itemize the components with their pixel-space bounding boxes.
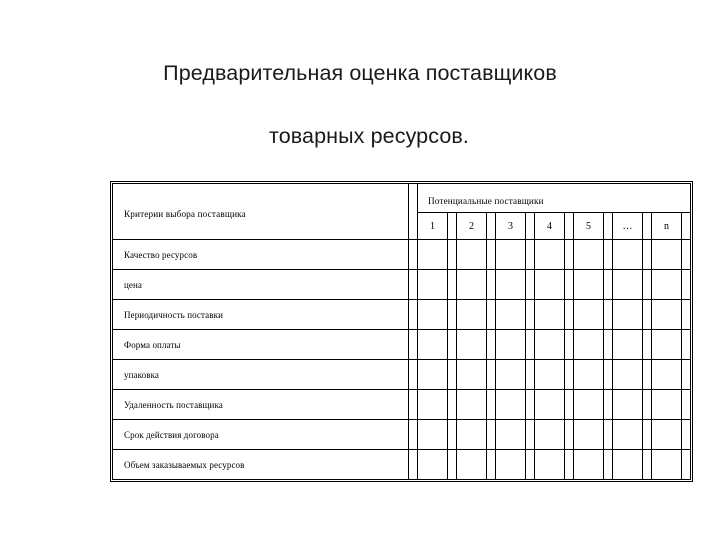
score-cell[interactable] <box>652 330 682 360</box>
score-cell-sub[interactable] <box>682 330 691 360</box>
score-cell-sub[interactable] <box>682 390 691 420</box>
score-cell[interactable] <box>457 240 487 270</box>
score-cell[interactable] <box>457 360 487 390</box>
criterion-label: упаковка <box>113 360 409 390</box>
score-cell-sub[interactable] <box>565 330 574 360</box>
score-cell[interactable] <box>496 240 526 270</box>
row-gap-cell <box>409 270 418 300</box>
score-cell-sub[interactable] <box>565 360 574 390</box>
score-cell[interactable] <box>574 270 604 300</box>
row-gap-cell <box>409 390 418 420</box>
score-cell-sub[interactable] <box>487 450 496 480</box>
score-cell[interactable] <box>574 420 604 450</box>
score-cell[interactable] <box>457 450 487 480</box>
table-row <box>113 240 691 270</box>
table-row <box>113 270 691 300</box>
score-cell-sub[interactable] <box>643 240 652 270</box>
score-cell-sub[interactable] <box>643 420 652 450</box>
table-body <box>113 240 691 480</box>
score-cell[interactable] <box>535 360 565 390</box>
criterion-label: Объем заказываемых ресурсов <box>113 450 409 480</box>
score-cell-sub[interactable] <box>565 420 574 450</box>
score-cell-sub[interactable] <box>448 420 457 450</box>
criterion-label: Периодичность поставки <box>113 300 409 330</box>
score-cell-sub[interactable] <box>565 450 574 480</box>
header-supplier-3-sub <box>526 213 535 240</box>
row-gap-cell <box>409 450 418 480</box>
supplier-evaluation-table-wrapper <box>112 183 691 479</box>
page-title-line-2: товарных ресурсов. <box>269 124 469 149</box>
table-row <box>113 330 691 360</box>
header-potential-suppliers: Потенциальные поставщики <box>418 184 691 213</box>
header-supplier-4-sub <box>565 213 574 240</box>
score-cell-sub[interactable] <box>682 270 691 300</box>
score-cell-sub[interactable] <box>682 360 691 390</box>
score-cell[interactable] <box>574 360 604 390</box>
score-cell[interactable] <box>652 420 682 450</box>
score-cell[interactable] <box>496 450 526 480</box>
score-cell-sub[interactable] <box>643 330 652 360</box>
header-supplier-7: n <box>652 213 682 240</box>
header-gap <box>409 184 418 240</box>
score-cell-sub[interactable] <box>604 420 613 450</box>
score-cell[interactable] <box>457 270 487 300</box>
score-cell[interactable] <box>457 390 487 420</box>
score-cell[interactable] <box>418 420 448 450</box>
score-cell-sub[interactable] <box>448 240 457 270</box>
score-cell[interactable] <box>496 390 526 420</box>
score-cell-sub[interactable] <box>448 300 457 330</box>
score-cell-sub[interactable] <box>604 330 613 360</box>
criterion-label: Удаленность поставщика <box>113 390 409 420</box>
score-cell-sub[interactable] <box>526 390 535 420</box>
score-cell-sub[interactable] <box>604 450 613 480</box>
score-cell-sub[interactable] <box>487 330 496 360</box>
score-cell-sub[interactable] <box>487 270 496 300</box>
row-gap-cell <box>409 360 418 390</box>
score-cell-sub[interactable] <box>604 240 613 270</box>
score-cell[interactable] <box>457 300 487 330</box>
page-title <box>0 26 720 185</box>
header-supplier-3: 3 <box>496 213 526 240</box>
score-cell-sub[interactable] <box>643 390 652 420</box>
table-row <box>113 450 691 480</box>
score-cell-sub[interactable] <box>487 390 496 420</box>
score-cell-sub[interactable] <box>448 360 457 390</box>
header-supplier-5-sub <box>604 213 613 240</box>
supplier-evaluation-table <box>112 183 691 480</box>
header-supplier-1: 1 <box>418 213 448 240</box>
header-supplier-1-sub <box>448 213 457 240</box>
score-cell[interactable] <box>418 390 448 420</box>
header-criteria: Критерии выбора поставщика <box>113 184 409 240</box>
header-supplier-7-sub <box>682 213 691 240</box>
score-cell-sub[interactable] <box>565 390 574 420</box>
score-cell-sub[interactable] <box>487 420 496 450</box>
score-cell[interactable] <box>652 360 682 390</box>
score-cell[interactable] <box>496 300 526 330</box>
score-cell-sub[interactable] <box>487 360 496 390</box>
score-cell[interactable] <box>613 240 643 270</box>
score-cell[interactable] <box>613 390 643 420</box>
score-cell-sub[interactable] <box>643 300 652 330</box>
score-cell-sub[interactable] <box>565 240 574 270</box>
score-cell-sub[interactable] <box>448 450 457 480</box>
score-cell[interactable] <box>574 240 604 270</box>
score-cell-sub[interactable] <box>526 360 535 390</box>
score-cell[interactable] <box>574 330 604 360</box>
score-cell[interactable] <box>613 420 643 450</box>
criterion-label: Качество ресурсов <box>113 240 409 270</box>
score-cell[interactable] <box>418 300 448 330</box>
score-cell[interactable] <box>535 240 565 270</box>
score-cell-sub[interactable] <box>448 270 457 300</box>
score-cell-sub[interactable] <box>526 270 535 300</box>
score-cell[interactable] <box>613 360 643 390</box>
score-cell-sub[interactable] <box>526 420 535 450</box>
header-supplier-6: … <box>613 213 643 240</box>
score-cell[interactable] <box>535 300 565 330</box>
score-cell[interactable] <box>613 270 643 300</box>
score-cell-sub[interactable] <box>487 240 496 270</box>
score-cell[interactable] <box>574 390 604 420</box>
score-cell-sub[interactable] <box>682 300 691 330</box>
score-cell-sub[interactable] <box>526 330 535 360</box>
score-cell-sub[interactable] <box>643 270 652 300</box>
score-cell[interactable] <box>418 450 448 480</box>
score-cell[interactable] <box>535 450 565 480</box>
header-supplier-5: 5 <box>574 213 604 240</box>
table-row <box>113 300 691 330</box>
score-cell[interactable] <box>652 450 682 480</box>
header-supplier-2: 2 <box>457 213 487 240</box>
score-cell-sub[interactable] <box>682 450 691 480</box>
score-cell[interactable] <box>535 270 565 300</box>
score-cell[interactable] <box>574 450 604 480</box>
row-gap-cell <box>409 300 418 330</box>
score-cell[interactable] <box>535 420 565 450</box>
score-cell[interactable] <box>613 450 643 480</box>
table-header-row-top <box>113 184 691 213</box>
table-row <box>113 390 691 420</box>
score-cell[interactable] <box>535 330 565 360</box>
table-row <box>113 360 691 390</box>
score-cell[interactable] <box>613 300 643 330</box>
score-cell-sub[interactable] <box>565 300 574 330</box>
score-cell[interactable] <box>496 360 526 390</box>
score-cell[interactable] <box>652 390 682 420</box>
score-cell-sub[interactable] <box>448 390 457 420</box>
score-cell[interactable] <box>457 330 487 360</box>
score-cell[interactable] <box>457 420 487 450</box>
score-cell-sub[interactable] <box>526 240 535 270</box>
score-cell[interactable] <box>652 300 682 330</box>
score-cell[interactable] <box>418 270 448 300</box>
header-supplier-2-sub <box>487 213 496 240</box>
score-cell-sub[interactable] <box>604 390 613 420</box>
score-cell-sub[interactable] <box>526 450 535 480</box>
criterion-label: цена <box>113 270 409 300</box>
score-cell-sub[interactable] <box>565 270 574 300</box>
score-cell[interactable] <box>496 270 526 300</box>
score-cell-sub[interactable] <box>448 330 457 360</box>
score-cell[interactable] <box>496 330 526 360</box>
score-cell-sub[interactable] <box>604 360 613 390</box>
header-supplier-6-sub <box>643 213 652 240</box>
score-cell-sub[interactable] <box>682 240 691 270</box>
table-row <box>113 420 691 450</box>
header-supplier-4: 4 <box>535 213 565 240</box>
row-gap-cell <box>409 420 418 450</box>
score-cell-sub[interactable] <box>604 300 613 330</box>
score-cell-sub[interactable] <box>487 300 496 330</box>
score-cell[interactable] <box>652 270 682 300</box>
score-cell-sub[interactable] <box>604 270 613 300</box>
score-cell[interactable] <box>418 330 448 360</box>
score-cell[interactable] <box>535 390 565 420</box>
table-head <box>113 184 691 240</box>
score-cell-sub[interactable] <box>682 420 691 450</box>
score-cell[interactable] <box>418 240 448 270</box>
score-cell[interactable] <box>613 330 643 360</box>
criterion-label: Срок действия договора <box>113 420 409 450</box>
score-cell[interactable] <box>574 300 604 330</box>
row-gap-cell <box>409 330 418 360</box>
criterion-label: Форма оплаты <box>113 330 409 360</box>
page-title-line-1: Предварительная оценка поставщиков <box>163 60 557 85</box>
score-cell-sub[interactable] <box>526 300 535 330</box>
score-cell[interactable] <box>418 360 448 390</box>
score-cell[interactable] <box>496 420 526 450</box>
row-gap-cell <box>409 240 418 270</box>
score-cell-sub[interactable] <box>643 450 652 480</box>
score-cell-sub[interactable] <box>643 360 652 390</box>
score-cell[interactable] <box>652 240 682 270</box>
